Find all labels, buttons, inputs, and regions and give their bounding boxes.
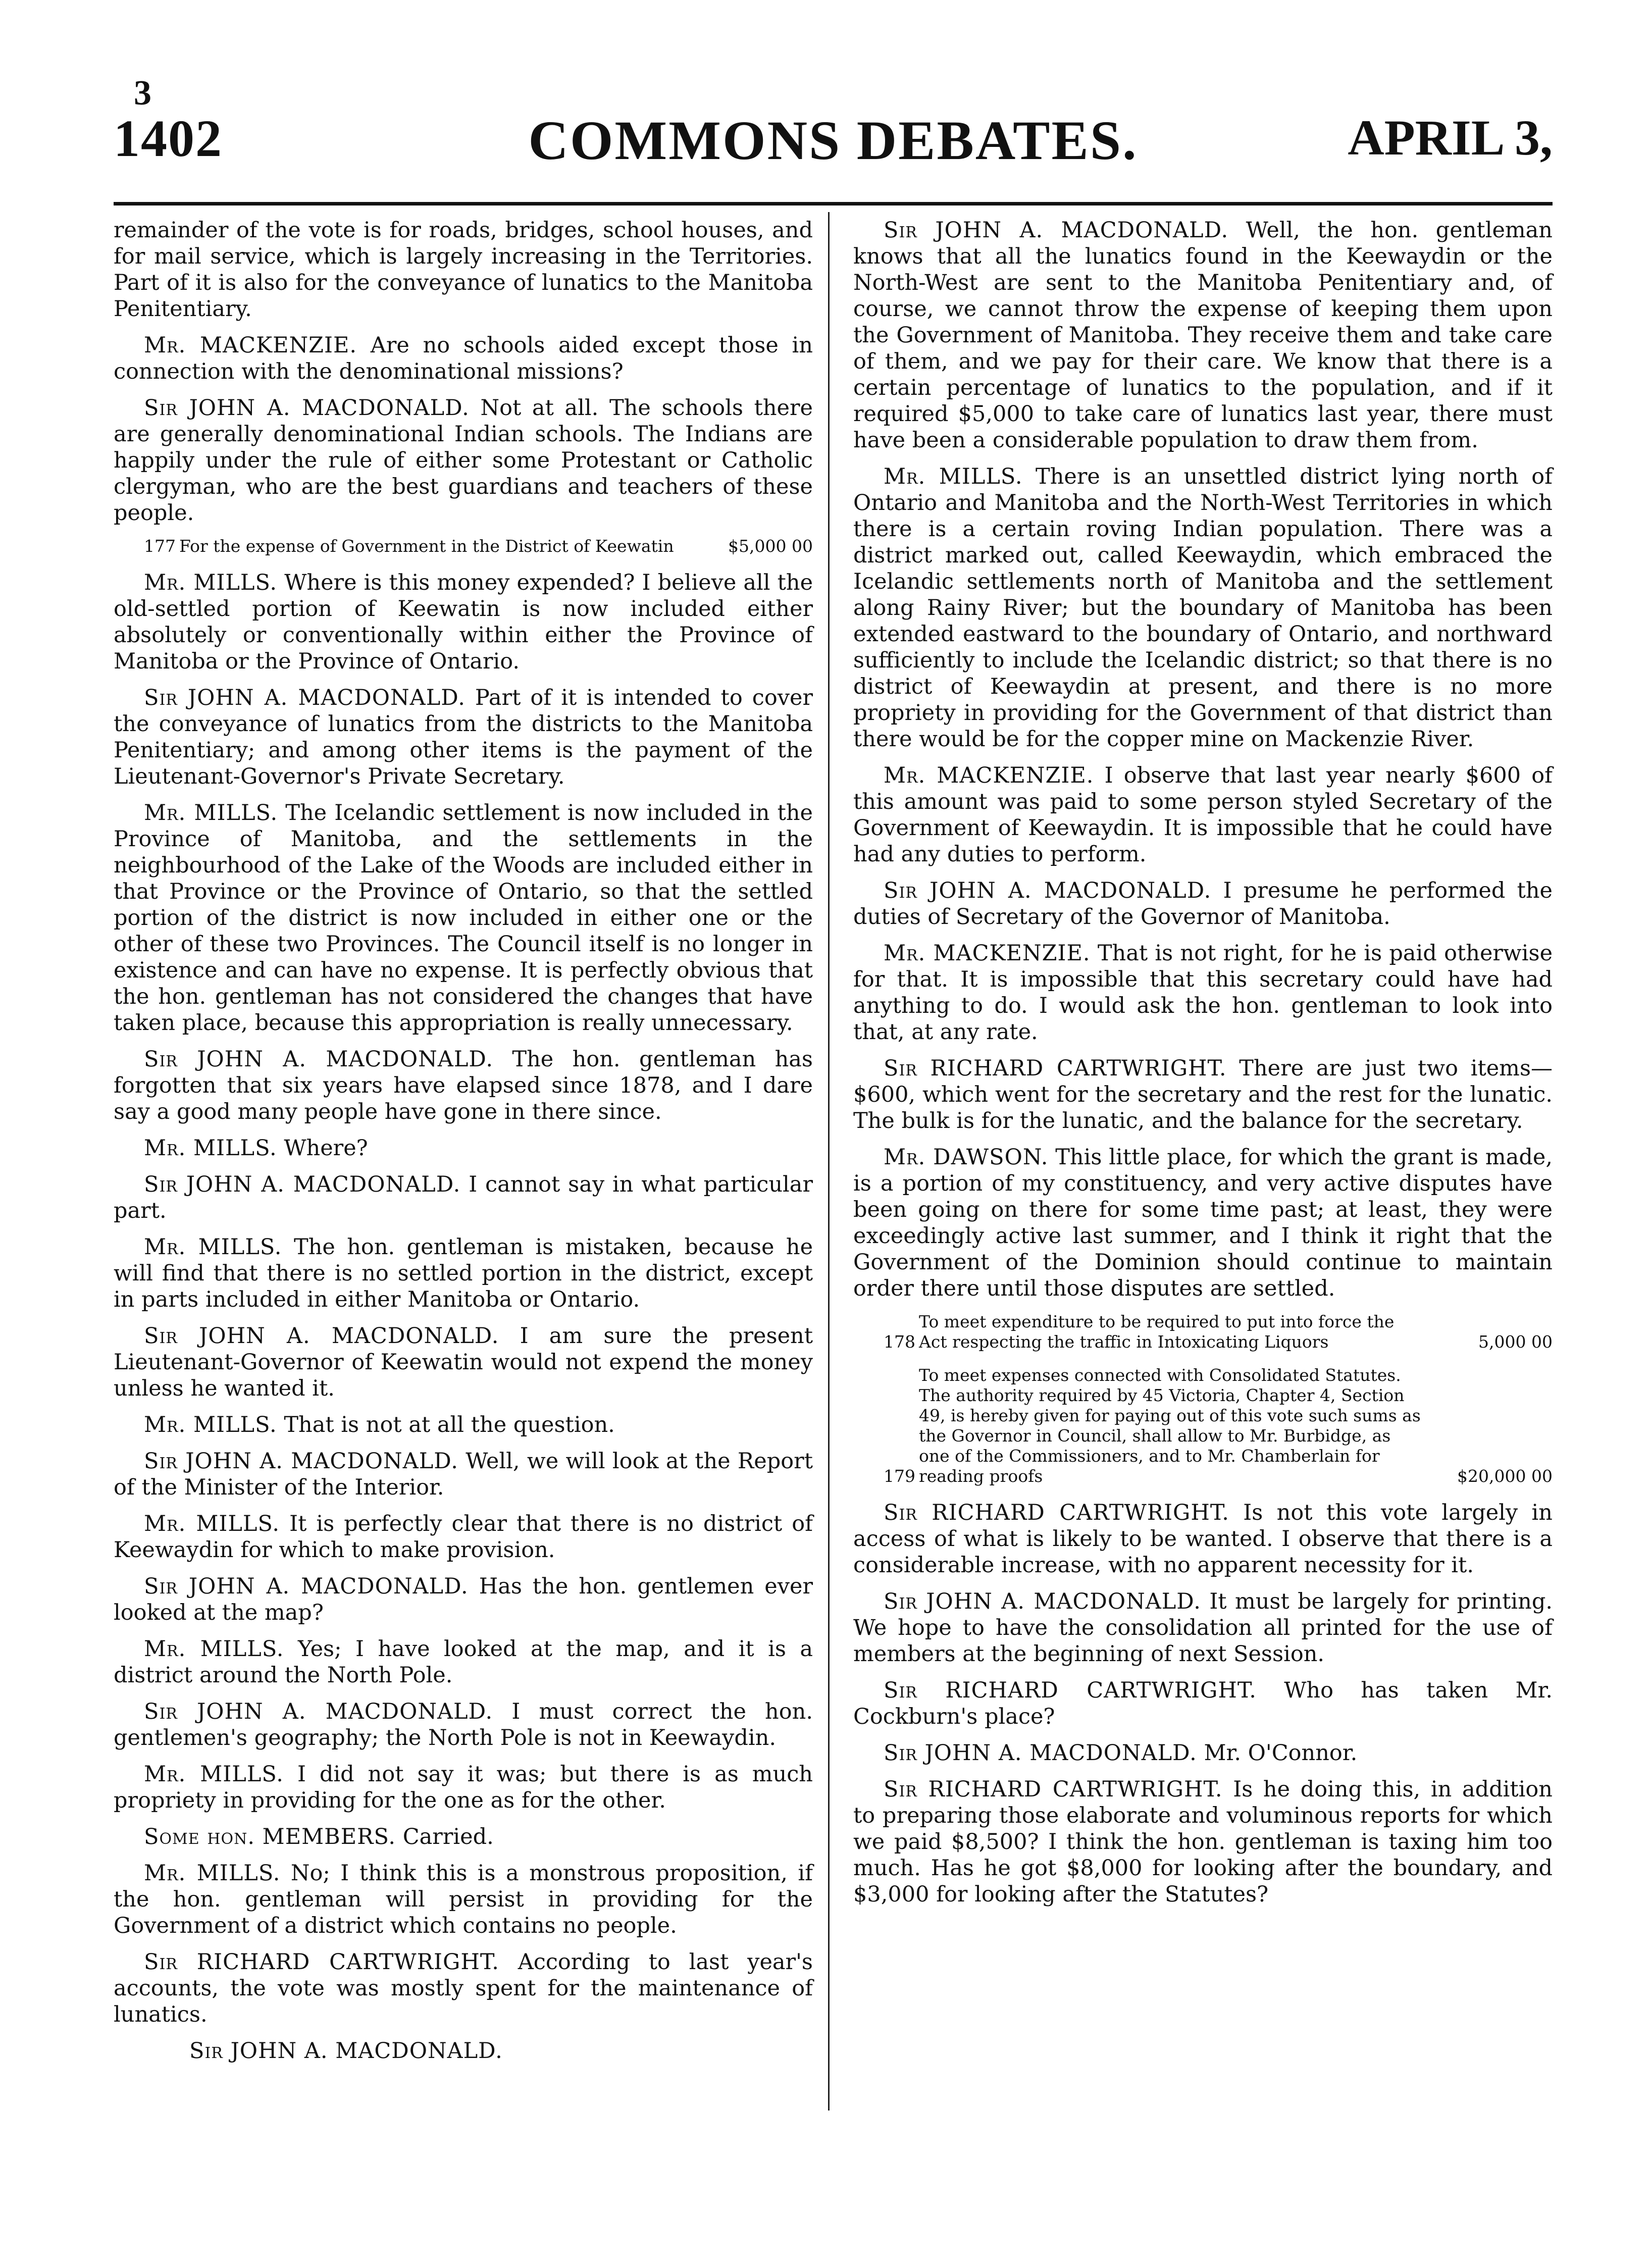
speaker-name: Sir JOHN A. MACDONALD. xyxy=(884,1740,1197,1766)
speech-paragraph xyxy=(114,685,813,790)
speech-text: I presume he performed the duties of Secretary of the Governor of Manitoba. xyxy=(853,878,1553,930)
speech-text: Not at all. The schools there are generally denominational Indian schools. The Indians are happily under the rule of either some Protestant or Catholic clergyman, who are the best guardians and teachers of these people. xyxy=(114,395,813,526)
speaker-name: Mr. MILLS. xyxy=(144,1136,277,1161)
speaker-name: Sir JOHN A. MACDONALD. xyxy=(144,685,466,710)
speech-paragraph xyxy=(853,1740,1553,1766)
page-title: COMMONS DEBATES. xyxy=(528,110,1138,171)
speaker-name: Mr. MILLS. xyxy=(144,1762,284,1787)
speech-paragraph xyxy=(114,1698,813,1751)
speaker-name: Mr. MILLS. xyxy=(144,1234,282,1260)
speech-text: Where is this money expended? I believe all the old-settled portion of Keewatin is now included either absolutely or conventionally within either the Province of Manitoba or the Province of Ontario. xyxy=(114,570,813,674)
vote-item-text: To meet expenditure to be required to put into force the Act respecting the traffic in Intoxicating Liquors xyxy=(919,1312,1395,1352)
speech-paragraph xyxy=(114,1234,813,1313)
speech-paragraph xyxy=(853,1588,1553,1667)
vote-item-number: 177 xyxy=(144,536,176,556)
speech-text: The hon. gentleman is mistaken, because he will find that there is no settled portion in the district, except in parts included in either Manitoba or Ontario. xyxy=(114,1234,813,1312)
speaker-name: Mr. MILLS. xyxy=(144,800,278,826)
speech-paragraph xyxy=(114,1949,813,2028)
speech-text: I cannot say in what particular part. xyxy=(114,1172,813,1223)
speech-paragraph xyxy=(853,1144,1553,1302)
speaker-name: Sir RICHARD CARTWRIGHT. xyxy=(144,1949,499,1975)
speaker-name: Some hon. MEMBERS. xyxy=(144,1824,396,1849)
speech-text: That is not right, for he is paid otherwise for that. It is impossible that this secretary could have had anything to do. I would ask the hon. gentleman to look into that, at any rate. xyxy=(853,941,1553,1045)
speaker-name: Mr. MILLS. xyxy=(144,1861,281,1886)
catchword: Sir JOHN A. MACDONALD. xyxy=(189,2038,503,2064)
speaker-name: Sir JOHN A. MACDONALD. xyxy=(884,878,1212,903)
speaker-name: Mr. MILLS. xyxy=(144,570,278,595)
speech-paragraph xyxy=(114,1824,813,1850)
speaker-name: Mr. MILLS. xyxy=(144,1412,277,1437)
speech-text: Part of it is intended to cover the conveyance of lunatics from the districts to the Manitoba Penitentiary; and among other items is the payment of the Lieutenant-Governor's Private Secretary. xyxy=(114,685,813,789)
speech-paragraph xyxy=(114,1860,813,1939)
vote-item xyxy=(884,1365,1553,1486)
speech-text: Is not this vote largely in access of what is likely to be wanted. I observe that there is a considerable increase, with no apparent necessity for it. xyxy=(853,1500,1553,1578)
speech-paragraph xyxy=(114,1573,813,1626)
speech-text: Where? xyxy=(284,1136,368,1161)
speech-text: I am sure the present Lieutenant-Governor of Keewatin would not expend the money unless he wanted it. xyxy=(114,1323,813,1401)
vote-item-text: For the expense of Government in the District of Keewatin xyxy=(179,536,674,556)
speech-paragraph xyxy=(114,332,813,385)
handwritten-page-mark: 3 xyxy=(134,74,151,113)
speaker-name: Mr. MACKENZIE. xyxy=(884,941,1091,966)
speaker-name: Sir RICHARD CARTWRIGHT. xyxy=(884,1777,1223,1802)
vote-item-number: 178 xyxy=(884,1332,915,1352)
vote-item-amount: $20,000 00 xyxy=(1457,1466,1553,1486)
speaker-name: Mr. MILLS. xyxy=(144,1511,280,1536)
speech-paragraph xyxy=(853,762,1553,867)
speech-paragraph xyxy=(114,1761,813,1814)
speech-paragraph xyxy=(114,570,813,675)
speech-text: Are no schools aided except those in connection with the denominational missions? xyxy=(114,333,813,384)
speech-text: It must be largely for printing. We hope to have the consolidation all printed for the use of members at the beginning of next Session. xyxy=(853,1589,1553,1667)
speech-text: I did not say it was; but there is as much propriety in providing for the one as for the other. xyxy=(114,1762,813,1813)
speech-paragraph xyxy=(853,1500,1553,1578)
vote-item xyxy=(884,1312,1553,1352)
speech-text: According to last year's accounts, the vote was mostly spent for the maintenance of lunatics. xyxy=(114,1949,813,2027)
speech-text: It is perfectly clear that there is no district of Keewaydin for which to make provision. xyxy=(114,1511,813,1563)
speech-text: I must correct the hon. gentlemen's geography; the North Pole is not in Keewaydin. xyxy=(114,1699,813,1751)
speech-paragraph xyxy=(114,1046,813,1125)
speaker-name: Sir JOHN A. MACDONALD. xyxy=(144,1047,493,1072)
speech-paragraph xyxy=(114,800,813,1036)
page-header xyxy=(114,74,1553,192)
page-date: APRIL 3, xyxy=(1348,110,1553,166)
speech-paragraph xyxy=(114,1412,813,1438)
speech-text: remainder of the vote is for roads, bridges, school houses, and for mail service, which is largely increasing in the Territories. Part of it is also for the conveyance of lunatics to the Manitoba Penitentiary. xyxy=(114,218,813,322)
speech-text: That is not at all the question. xyxy=(284,1412,615,1437)
speech-text: The Icelandic settlement is now included in the Province of Manitoba, and the settlements in the neighbourhood of the Lake of the Woods are included either in that Province or the Province of Ontario, so that the settled portion of the district is now included in either one or the other of these two Provinces. The Council itself is no longer in existence and can have no expense. It is perfectly obvious that the hon. gentleman has not considered the changes that have taken place, because this appropriation is really unnecessary. xyxy=(114,800,813,1036)
vote-item-text: To meet expenses connected with Consolidated Statutes. The authority required by 45 Victoria, Chapter 4, Section 49, is hereby given for paying out of this vote such sums as the Governor in Council, shall allow to Mr. Burbidge, as one of the Commissioners, and to Mr. Chamberlain for reading proofs xyxy=(919,1365,1421,1486)
speech-text: Well, the hon. gentleman knows that all the lunatics found in the Keewaydin or the North-West are sent to the Manitoba Penitentiary and, of course, we cannot throw the expense of keeping them upon the Government of Manitoba. They receive them and take care of them, and we pay for their care. We know that there is a certain percentage of lunatics to the population, and if it required $5,000 to take care of lunatics last year, there must have been a considerable population to draw them from. xyxy=(853,218,1553,453)
left-column xyxy=(114,217,813,2074)
speaker-name: Sir JOHN A. MACDONALD. xyxy=(884,1589,1201,1614)
speech-paragraph xyxy=(853,1677,1553,1730)
speech-text: I observe that last year nearly $600 of this amount was paid to some person styled Secretary of the Government of Keewaydin. It is impossible that he could have had any duties to perform. xyxy=(853,763,1553,867)
speech-text: Who has taken Mr. Cockburn's place? xyxy=(853,1678,1553,1729)
speaker-name: Mr. MILLS. xyxy=(884,464,1023,489)
speech-text: Carried. xyxy=(402,1824,494,1849)
speech-paragraph xyxy=(114,1636,813,1688)
speech-paragraph xyxy=(114,395,813,526)
speech-paragraph xyxy=(853,1776,1553,1908)
speech-text: Mr. O'Connor. xyxy=(1204,1740,1358,1766)
speech-text: Yes; I have looked at the map, and it is a district around the North Pole. xyxy=(114,1636,813,1688)
speech-text: There are just two items—$600, which went for the secretary and the rest for the lunatic. The bulk is for the lunatic, and the balance for the secretary. xyxy=(853,1056,1553,1134)
speech-paragraph xyxy=(853,940,1553,1045)
speaker-name: Sir JOHN A. MACDONALD. xyxy=(144,1699,493,1724)
speech-paragraph xyxy=(114,1448,813,1501)
speaker-name: Mr. MACKENZIE. xyxy=(144,333,357,358)
vote-item-amount: 5,000 00 xyxy=(1478,1332,1553,1352)
speech-paragraph xyxy=(114,1511,813,1563)
speaker-name: Sir RICHARD CARTWRIGHT. xyxy=(884,1500,1229,1525)
speech-paragraph xyxy=(853,878,1553,930)
speech-text: The hon. gentleman has forgotten that six years have elapsed since 1878, and I dare say a good many people have gone in there since. xyxy=(114,1047,813,1124)
right-column xyxy=(853,217,1553,1918)
speech-text: Is he doing this, in addition to preparing those elaborate and voluminous reports for which we paid $8,500? I think the hon. gentleman is taxing him too much. Has he got $8,000 for looking after the boundary, and $3,000 for looking after the Statutes? xyxy=(853,1777,1553,1907)
page-number: 1402 xyxy=(114,110,223,168)
speaker-name: Sir JOHN A. MACDONALD. xyxy=(144,1449,458,1474)
speech-text: Well, we will look at the Report of the Minister of the Interior. xyxy=(114,1449,813,1500)
speech-paragraph xyxy=(853,217,1553,453)
speaker-name: Sir JOHN A. MACDONALD. xyxy=(144,395,470,421)
speech-text: This little place, for which the grant is made, is a portion of my constituency, and very active disputes have been going on there for some time past; at least, they were exceedingly active last summer, and I think it right that the Government of the Dominion should continue to maintain order there until those disputes are settled. xyxy=(853,1145,1553,1301)
speech-text: There is an unsettled district lying north of Ontario and Manitoba and the North-West Territories in which there is a certain roving Indian population. There was a district marked out, called Keewaydin, which embraced the Icelandic settlements north of Manitoba and the settlement along Rainy River; but the boundary of Manitoba has been extended eastward to the boundary of Ontario, and northward sufficiently to include the Icelandic district; so that there is no district of Keewaydin at present, and there is no more propriety in providing for the Government of that district than there would be for the copper mine on Mackenzie River. xyxy=(853,464,1553,752)
speaker-name: Sir RICHARD CARTWRIGHT. xyxy=(884,1056,1227,1081)
vote-item xyxy=(144,536,813,556)
speech-paragraph xyxy=(114,217,813,322)
speech-paragraph xyxy=(853,1055,1553,1134)
vote-item-amount: $5,000 00 xyxy=(728,536,813,556)
speech-text: Has the hon. gentlemen ever looked at the map? xyxy=(114,1574,813,1625)
speech-paragraph xyxy=(114,1323,813,1402)
speaker-name: Sir JOHN A. MACDONALD. xyxy=(144,1323,499,1349)
speaker-name: Sir RICHARD CARTWRIGHT. xyxy=(884,1678,1257,1703)
speaker-name: Sir JOHN A. MACDONALD. xyxy=(884,218,1229,243)
speaker-name: Mr. MACKENZIE. xyxy=(884,763,1094,788)
header-rule xyxy=(114,202,1553,205)
speech-paragraph xyxy=(853,464,1553,752)
speaker-name: Mr. MILLS. xyxy=(144,1636,284,1662)
speech-text: No; I think this is a monstrous proposition, if the hon. gentleman will persist in providing for the Government of a district which contains no people. xyxy=(114,1861,813,1938)
speech-paragraph xyxy=(114,1135,813,1161)
speaker-name: Sir JOHN A. MACDONALD. xyxy=(144,1172,461,1197)
speaker-name: Sir JOHN A. MACDONALD. xyxy=(144,1574,469,1599)
vote-item-number: 179 xyxy=(884,1466,915,1486)
column-divider xyxy=(828,212,830,2110)
speaker-name: Mr. DAWSON. xyxy=(884,1145,1049,1170)
speech-paragraph xyxy=(114,1171,813,1224)
